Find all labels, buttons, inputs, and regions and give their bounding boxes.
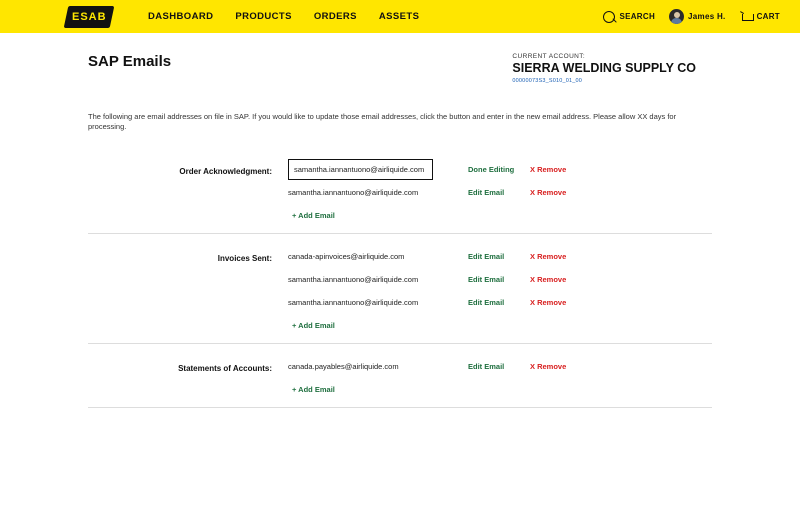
email-address: canada-apinvoices@airliquide.com: [288, 251, 405, 261]
cart-icon: [740, 12, 753, 22]
section-rows: [288, 246, 712, 333]
remove-button[interactable]: X Remove: [530, 164, 567, 174]
remove-button[interactable]: X Remove: [530, 297, 567, 307]
section-order-acknowledgment: [88, 147, 712, 234]
current-account-label: CURRENT ACCOUNT:: [512, 53, 586, 60]
email-address: samantha.iannantuono@airliquide.com: [288, 274, 419, 284]
search-icon: [603, 11, 615, 23]
edit-email-button[interactable]: Edit Email: [468, 251, 505, 261]
email-input-wrap: [288, 159, 468, 180]
logo-text: ESAB: [71, 10, 107, 23]
email-address: canada.payables@airliquide.com: [288, 361, 399, 371]
add-email-button[interactable]: + Add Email: [292, 384, 335, 394]
edit-email-button[interactable]: Edit Email: [468, 274, 505, 284]
remove-button[interactable]: X Remove: [530, 361, 567, 371]
page-title: SAP Emails: [88, 53, 172, 70]
email-address: samantha.iannantuono@airliquide.com: [288, 187, 419, 197]
edit-email-button[interactable]: Edit Email: [468, 361, 505, 371]
esab-logo[interactable]: [64, 6, 115, 28]
remove-button[interactable]: X Remove: [530, 274, 567, 284]
email-address: samantha.iannantuono@airliquide.com: [288, 297, 419, 307]
main-nav: [148, 11, 419, 22]
search-button[interactable]: [603, 11, 655, 23]
section-invoices-sent: [88, 234, 712, 344]
add-email-button[interactable]: + Add Email: [292, 210, 335, 220]
add-email-button[interactable]: + Add Email: [292, 320, 335, 330]
section-rows: [288, 159, 712, 223]
section-label: Statements of Accounts:: [178, 363, 272, 373]
nav-item-orders[interactable]: ORDERS: [313, 11, 357, 22]
page-header: [88, 33, 712, 84]
top-right-utilities: [603, 0, 780, 33]
edit-email-button[interactable]: Edit Email: [468, 187, 505, 197]
remove-button[interactable]: X Remove: [530, 251, 567, 261]
email-row: [288, 356, 712, 377]
current-account-number[interactable]: 00000073S3_S010_01_00: [512, 77, 583, 84]
email-row: [288, 159, 712, 180]
email-row: [288, 269, 712, 290]
avatar: [669, 9, 684, 24]
section-rows: [288, 356, 712, 397]
nav-item-assets[interactable]: ASSETS: [378, 11, 420, 22]
nav-item-dashboard[interactable]: DASHBOARD: [148, 11, 214, 22]
current-account-name: SIERRA WELDING SUPPLY CO: [512, 61, 696, 75]
remove-button[interactable]: X Remove: [530, 187, 567, 197]
email-sections: [88, 147, 712, 408]
done-editing-button[interactable]: Done Editing: [468, 164, 515, 174]
section-statements-of-accounts: [88, 344, 712, 408]
page-content: [0, 33, 800, 408]
section-label: Order Acknowledgment:: [179, 166, 272, 176]
user-label: James H.: [688, 12, 726, 21]
cart-label: CART: [756, 12, 780, 21]
top-navigation-bar: [0, 0, 800, 33]
intro-text: The following are email addresses on file in SAP. If you would like to update those email addresses, click the button and enter in the new email address. Please allow XX days for processing.: [88, 111, 677, 132]
current-account-block: [512, 53, 712, 84]
email-row: [288, 246, 712, 267]
cart-button[interactable]: [740, 12, 780, 22]
user-menu[interactable]: [669, 9, 726, 24]
nav-item-products[interactable]: PRODUCTS: [235, 11, 292, 22]
email-input[interactable]: [288, 159, 433, 180]
email-row: [288, 292, 712, 313]
email-row: [288, 182, 712, 203]
section-label: Invoices Sent:: [217, 253, 272, 263]
search-label: SEARCH: [619, 12, 656, 21]
edit-email-button[interactable]: Edit Email: [468, 297, 505, 307]
